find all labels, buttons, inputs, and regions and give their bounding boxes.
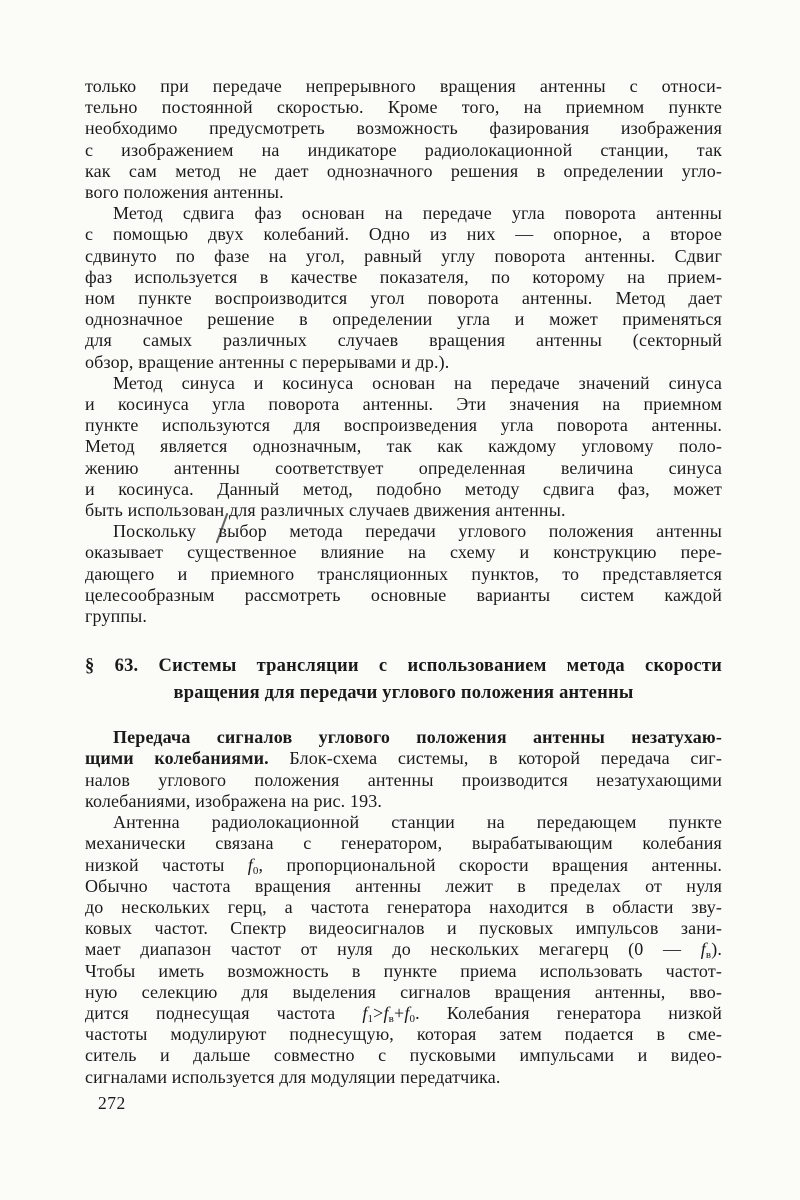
text-segment: однозначное решение в определении угла и может применяться xyxy=(85,309,722,330)
body-paragraph xyxy=(85,373,722,521)
body-paragraph xyxy=(85,812,722,1088)
text-segment: дающего и приемного трансляционных пунктов, то представляется xyxy=(85,563,722,584)
text-line xyxy=(85,436,722,457)
heading-line: вращения для передачи углового положения антенны xyxy=(173,683,634,704)
text-line xyxy=(85,855,722,876)
text-line xyxy=(85,288,722,309)
text-line xyxy=(85,479,722,500)
text-segment: налов углового положения антенны производится незатухающими xyxy=(85,769,722,790)
text-line xyxy=(85,897,722,918)
text-line xyxy=(85,876,722,897)
formula-f-sub: $f_0$ xyxy=(404,1002,416,1025)
text-line xyxy=(85,564,722,585)
text-segment: необходимо предусмотреть возможность фазирования изображения xyxy=(85,118,722,139)
text-segment: Метод является однозначным, так как каждому угловому поло- xyxy=(85,436,722,457)
text-segment: обзор, вращение антенны с перерывами и др.). xyxy=(85,351,450,372)
text-line xyxy=(85,330,722,351)
text-segment: > xyxy=(373,1002,384,1023)
text-segment: колебаниями, изображена на рис. 193. xyxy=(85,790,383,811)
text-segment: дится поднесущая частота xyxy=(85,1002,363,1023)
text-segment: ном пункте воспроизводится угол поворота антенны. Метод дает xyxy=(85,288,722,309)
text-segment: Чтобы иметь возможность в пункте приема использовать частот- xyxy=(85,960,722,981)
body-paragraph xyxy=(85,203,722,373)
text-line xyxy=(85,770,722,791)
text-line xyxy=(85,76,722,97)
text-line xyxy=(85,500,722,521)
text-line xyxy=(85,585,722,606)
text-segment: , пропорциональной скорости вращения антенны. xyxy=(258,854,722,875)
text-line xyxy=(85,791,722,812)
text-line xyxy=(85,812,722,833)
text-line xyxy=(85,1067,722,1088)
text-segment: Метод синуса и косинуса основан на передаче значений синуса xyxy=(113,372,722,393)
formula-f-sub: $f_1$ xyxy=(362,1002,374,1025)
text-segment: как сам метод не дает однозначного решения в определении угло- xyxy=(85,160,722,181)
text-segment: Поскольку выбор метода передачи углового положения антенны xyxy=(113,521,722,542)
body-paragraph xyxy=(85,76,722,203)
text-line xyxy=(85,521,722,542)
text-line xyxy=(85,394,722,415)
subscript: 0 xyxy=(252,864,259,877)
text-segment: частоты модулируют поднесущую, которая затем подается в сме- xyxy=(85,1024,722,1045)
bold-text-segment: щими колебаниями. xyxy=(85,748,269,769)
text-line xyxy=(85,1045,722,1066)
formula-f-sub: $f_0$ xyxy=(247,854,259,877)
formula-f-sub: $f_в$ xyxy=(700,939,712,962)
text-line xyxy=(85,982,722,1003)
text-segment: ситель и дальше совместно с пусковыми импульсами и видео- xyxy=(85,1045,722,1066)
text-segment: сдвинуто по фазе на угол, равный углу поворота антенны. Сдвиг xyxy=(85,245,722,266)
formula-f-sub: $f_в$ xyxy=(383,1002,394,1025)
text-line xyxy=(85,224,722,245)
text-segment: оказывает существенное влияние на схему и конструкцию пере- xyxy=(85,542,722,563)
text-segment: до нескольких герц, а частота генератора находится в области зву- xyxy=(85,896,722,917)
subscript: 1 xyxy=(367,1012,374,1025)
text-segment: тельно постоянной скоростью. Кроме того, на приемном пункте xyxy=(85,97,722,118)
body-paragraph xyxy=(85,521,722,627)
text-segment: и косинуса. Данный метод, подобно методу сдвига фаз, может xyxy=(85,478,722,499)
text-line xyxy=(85,833,722,854)
text-segment: фаз используется в качестве показателя, по которому на прием- xyxy=(85,266,722,287)
text-line xyxy=(85,161,722,182)
text-segment: только при передаче непрерывного вращения антенны с относи- xyxy=(85,76,722,96)
text-line xyxy=(85,961,722,982)
subscript: в xyxy=(388,1012,394,1025)
text-line xyxy=(85,140,722,161)
section-heading xyxy=(85,653,722,707)
text-column xyxy=(85,76,722,1088)
text-line xyxy=(85,1024,722,1045)
text-line xyxy=(85,97,722,118)
page-number: 272 xyxy=(98,1093,126,1113)
text-segment: механически связана с генератором, вырабатывающим колебания xyxy=(85,833,722,854)
text-segment: сигналами используется для модуляции передатчика. xyxy=(85,1066,501,1087)
text-segment: ную селекцию для выделения сигналов вращения антенны, вво- xyxy=(85,981,722,1002)
text-line xyxy=(85,918,722,939)
text-line xyxy=(85,458,722,479)
body-paragraph xyxy=(85,727,722,812)
text-line xyxy=(85,415,722,436)
text-line xyxy=(85,373,722,394)
text-line xyxy=(85,606,722,627)
text-segment: Антенна радиолокационной станции на передающем пункте xyxy=(113,812,722,833)
text-segment: ). xyxy=(711,939,722,960)
text-segment: ковых частот. Спектр видеосигналов и пусковых импульсов зани- xyxy=(85,918,722,939)
text-segment: и косинуса угла поворота антенны. Эти значения на приемном xyxy=(85,394,722,415)
bold-text-segment: Передача сигналов углового положения антенны незатухаю- xyxy=(113,727,722,748)
text-line xyxy=(85,203,722,224)
text-segment: Метод сдвига фаз основан на передаче угла поворота антенны xyxy=(113,203,722,224)
text-segment: низкой частоты xyxy=(85,854,248,875)
text-segment: целесообразным рассмотреть основные варианты систем каждой xyxy=(85,584,722,605)
text-line xyxy=(85,267,722,288)
text-segment: . Колебания генератора низкой xyxy=(415,1002,722,1023)
text-line xyxy=(85,727,722,748)
text-segment: + xyxy=(394,1002,405,1023)
text-line xyxy=(85,542,722,563)
text-segment: пункте используются для воспроизведения угла поворота антенны. xyxy=(85,415,722,436)
heading-line: § 63. Системы трансляции с использованием метода скорости xyxy=(85,656,722,677)
text-segment: Обычно частота вращения антенны лежит в пределах от нуля xyxy=(85,875,722,896)
text-line xyxy=(85,939,722,960)
text-segment: быть использован для различных случаев движения антенны. xyxy=(85,500,566,521)
text-segment: с изображением на индикаторе радиолокационной станции, так xyxy=(85,139,722,160)
text-line xyxy=(85,309,722,330)
text-segment: вого положения антенны. xyxy=(85,182,284,203)
text-line xyxy=(85,748,722,769)
text-segment: для самых различных случаев вращения антенны (секторный xyxy=(85,330,722,351)
text-line xyxy=(85,118,722,139)
subscript: в xyxy=(705,949,712,962)
text-line xyxy=(85,246,722,267)
text-line xyxy=(85,1003,722,1024)
text-line xyxy=(85,182,722,203)
subscript: 0 xyxy=(409,1012,416,1025)
text-segment: с помощью двух колебаний. Одно из них — опорное, а второе xyxy=(85,224,722,245)
text-segment: мает диапазон частот от нуля до нескольких мегагерц (0 — xyxy=(85,939,701,960)
text-segment: Блок-схема системы, в которой передача сиг- xyxy=(268,748,722,769)
text-segment: группы. xyxy=(85,606,148,627)
text-segment: жению антенны соответствует определенная величина синуса xyxy=(85,457,722,478)
text-line xyxy=(85,352,722,373)
